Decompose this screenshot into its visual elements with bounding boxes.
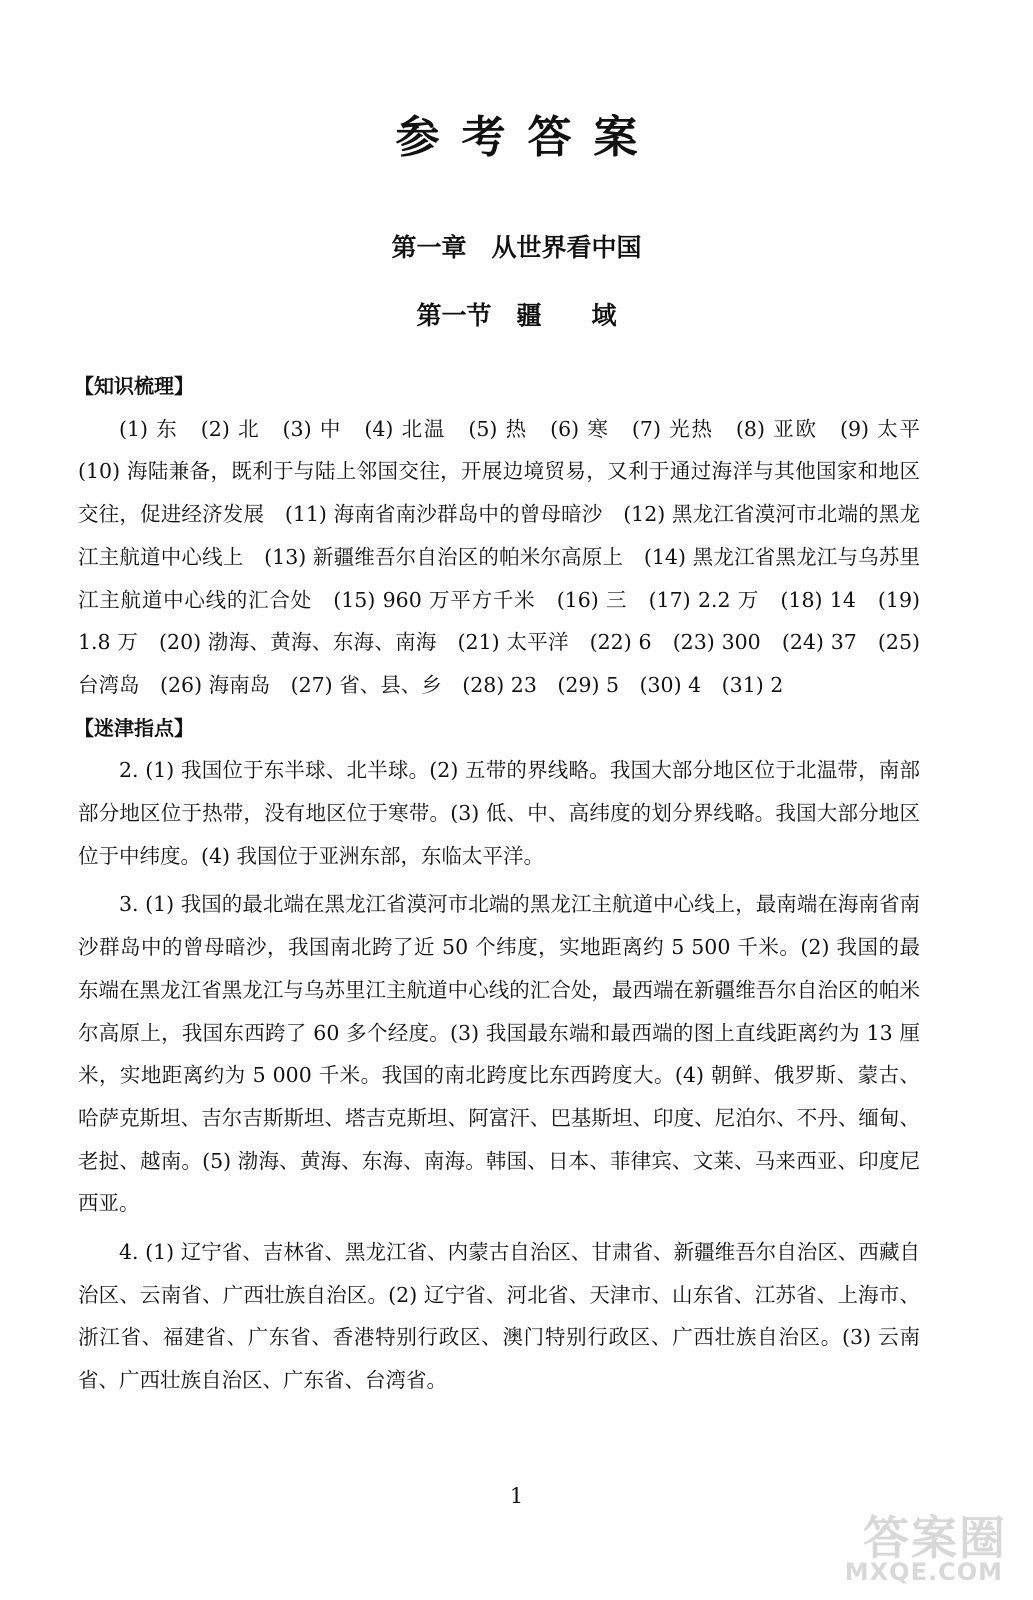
guide-heading: 【迷津指点】 <box>74 715 194 740</box>
knowledge-answers: (1) 东 (2) 北 (3) 中 (4) 北温 (5) 热 (6) 寒 (7) 光热 (8) 亚欧 (9) 太平 (10) 海陆兼备，既利于与陆上邻国交往，开展边境贸易，又利于通过海洋与其他国家和地区交往，促进经济发展 (11) 海南省南沙群岛中的曾母暗沙 (12) 黑龙江省漠河市北端的黑龙江主航道中心线上 (13) 新疆维吾尔自治区的帕米尔高原上 (14) 黑龙江省黑龙江与乌苏里江主航道中心线的汇合处 (15) 960 万平方千米 (16) 三 (17) 2.2 万 (18) 14 (19) 1.8 万 (20) 渤海、黄海、东海、南海 (21) 太平洋 (22) 6 (23) 300 (24) 37 (25) 台湾岛 (26) 海南岛 (27) 省、县、乡 (28) 23 (29) 5 (30) 4 (31) 2 <box>78 416 941 697</box>
section-heading: 第一节 疆 域 <box>416 301 617 330</box>
guide-answer-3: 3. (1) 我国的最北端在黑龙江省漠河市北端的黑龙江主航道中心线上，最南端在海南省南沙群岛中的曾母暗沙，我国南北跨了近 50 个纬度，实地距离约 5 500 千米。(2) 我国的最东端在黑龙江省黑龙江与乌苏里江主航道中心线的汇合处，最西端在新疆维吾尔自治区的帕米尔高原上，我国东西跨了 60 多个经度。(3) 我国最东端和最西端的图上直线距离约为 13 厘米，实地距离约为 5 000 千米。我国的南北跨度比东西跨度大。(4) 朝鲜、俄罗斯、蒙古、哈萨克斯坦、吉尔吉斯斯坦、塔吉克斯坦、阿富汗、巴基斯坦、印度、尼泊尔、不丹、缅甸、老挝、越南。(5) 渤海、黄海、东海、南海。韩国、日本、菲律宾、文莱、马来西亚、印度尼西亚。 <box>78 892 920 1216</box>
answer-content <box>74 365 941 1402</box>
guide-answer-4: 4. (1) 辽宁省、吉林省、黑龙江省、内蒙古自治区、甘肃省、新疆维吾尔自治区、西藏自治区、云南省、广西壮族自治区。(2) 辽宁省、河北省、天津市、山东省、江苏省、上海市、浙江省、福建省、广东省、香港特别行政区、澳门特别行政区、广西壮族自治区。(3) 云南省、广西壮族自治区、广东省、台湾省。 <box>78 1240 920 1393</box>
watermark-url: MXQE.COM <box>844 1558 1003 1586</box>
knowledge-heading: 【知识梳理】 <box>74 374 194 398</box>
page-number: 1 <box>509 1484 524 1508</box>
watermark-text: 答案圈 <box>863 1511 1007 1565</box>
guide-answer-2: 2. (1) 我国位于东半球、北半球。(2) 五带的界线略。我国大部分地区位于北温带，南部部分地区位于热带，没有地区位于寒带。(3) 低、中、高纬度的划分界线略。我国大部分地区位于中纬度。(4) 我国位于亚洲东部，东临太平洋。 <box>78 758 920 868</box>
page-title: 参考答案 <box>395 112 660 163</box>
watermark-logo <box>807 1502 1007 1592</box>
chapter-heading: 第一章 从世界看中国 <box>391 233 642 262</box>
